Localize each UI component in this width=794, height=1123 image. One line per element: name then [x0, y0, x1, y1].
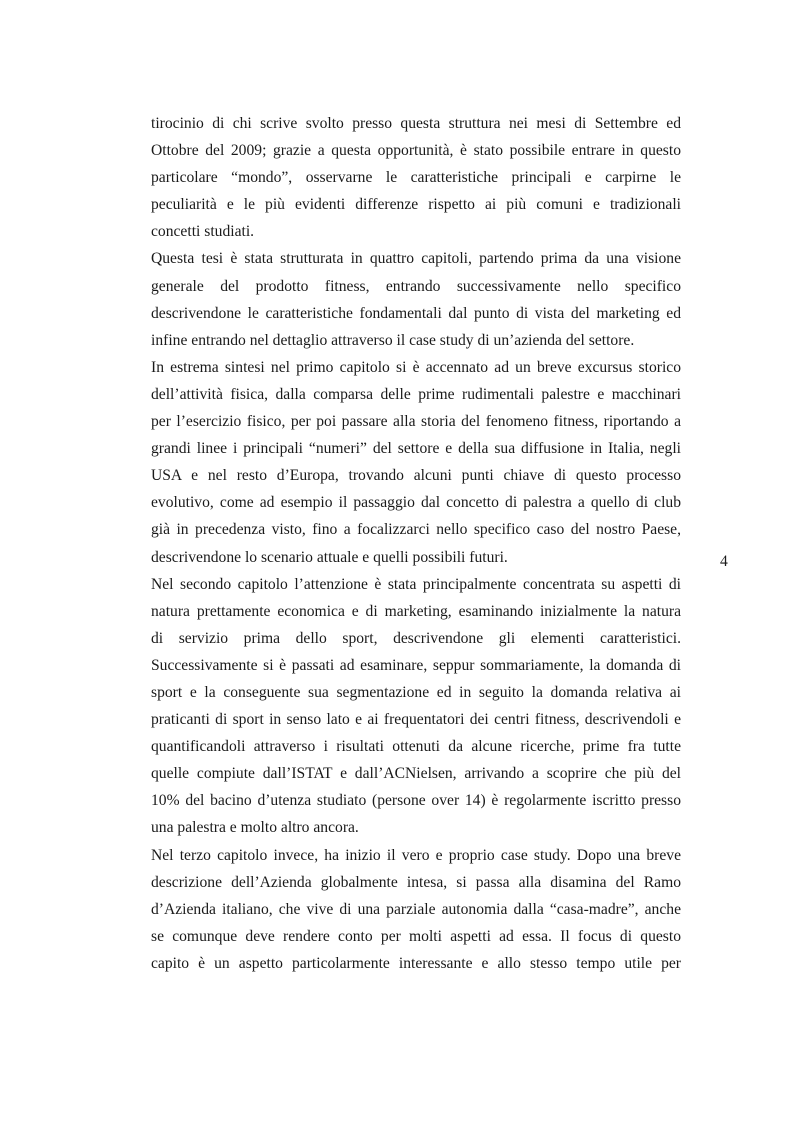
text-line: descrizione dell’Azienda globalmente intesa, si passa alla disamina del Ramo: [151, 873, 681, 891]
text-line: di servizio prima dello sport, descrivendone gli elementi caratteristici.: [151, 629, 681, 647]
text-line: peculiarità e le più evidenti differenze rispetto ai più comuni e tradizionali: [151, 196, 681, 214]
text-line: una palestra e molto altro ancora.: [151, 819, 359, 837]
text-line: USA e nel resto d’Europa, trovando alcuni punti chiave di questo processo: [151, 467, 681, 485]
text-line: sport e la conseguente sua segmentazione ed in seguito la domanda relativa ai: [151, 683, 681, 701]
text-line: Ottobre del 2009; grazie a questa opportunità, è stato possibile entrare in questo: [151, 142, 681, 160]
text-line: In estrema sintesi nel primo capitolo si è accennato ad un breve excursus storico: [151, 358, 681, 376]
text-line: tirocinio di chi scrive svolto presso questa struttura nei mesi di Settembre ed: [151, 115, 681, 132]
text-line: particolare “mondo”, osservarne le caratteristiche principali e carpirne le: [151, 169, 681, 187]
text-line: concetti studiati.: [151, 223, 255, 241]
paragraph: [151, 571, 681, 842]
text-line: natura prettamente economica e di marketing, esaminando inizialmente la natura: [151, 602, 681, 620]
text-line: Questa tesi è stata strutturata in quattro capitoli, partendo prima da una visione: [151, 250, 681, 268]
text-line: Nel terzo capitolo invece, ha inizio il vero e proprio case study. Dopo una breve: [151, 846, 681, 864]
text-line: Successivamente si è passati ad esaminare, seppur sommariamente, la domanda di: [151, 656, 681, 674]
text-line: se comunque deve rendere conto per molti aspetti ad essa. Il focus di questo: [151, 927, 681, 945]
text-line: d’Azienda italiano, che vive di una parziale autonomia dalla “casa-madre”, anche: [151, 900, 681, 918]
text-line: capito è un aspetto particolarmente interessante e allo stesso tempo utile per: [151, 954, 681, 972]
text-line: descrivendone lo scenario attuale e quelli possibili futuri.: [151, 548, 508, 566]
body-text: [151, 110, 681, 977]
paragraph: [151, 842, 681, 977]
text-line: dell’attività fisica, dalla comparsa delle prime rudimentali palestre e macchinari: [151, 385, 681, 403]
text-line: Nel secondo capitolo l’attenzione è stata principalmente concentrata su aspetti di: [151, 575, 681, 593]
text-line: infine entrando nel dettaglio attraverso il case study di un’azienda del settore.: [151, 331, 635, 349]
paragraph: [151, 245, 681, 353]
text-line: per l’esercizio fisico, per poi passare alla storia del fenomeno fitness, riportando a: [151, 413, 681, 431]
text-line: 10% del bacino d’utenza studiato (persone over 14) è regolarmente iscritto presso: [151, 792, 681, 810]
text-line: quantificandoli attraverso i risultati ottenuti da alcune ricerche, prime fra tutte: [151, 738, 681, 756]
page-number: 4: [720, 553, 728, 570]
text-line: già in precedenza visto, fino a focalizzarci nello specifico caso del nostro Paese,: [151, 521, 681, 539]
text-line: grandi linee i principali “numeri” del settore e della sua diffusione in Italia, negli: [151, 440, 681, 458]
text-line: generale del prodotto fitness, entrando successivamente nello specifico: [151, 277, 681, 295]
paragraph: [151, 110, 681, 245]
text-line: descrivendone le caratteristiche fondamentali dal punto di vista del marketing ed: [151, 304, 681, 322]
text-line: evolutivo, come ad esempio il passaggio dal concetto di palestra a quello di club: [151, 494, 681, 512]
text-line: praticanti di sport in senso lato e ai frequentatori dei centri fitness, descrivendoli e: [151, 711, 681, 729]
text-line: quelle compiute dall’ISTAT e dall’ACNielsen, arrivando a scoprire che più del: [151, 765, 681, 783]
paragraph: [151, 354, 681, 571]
